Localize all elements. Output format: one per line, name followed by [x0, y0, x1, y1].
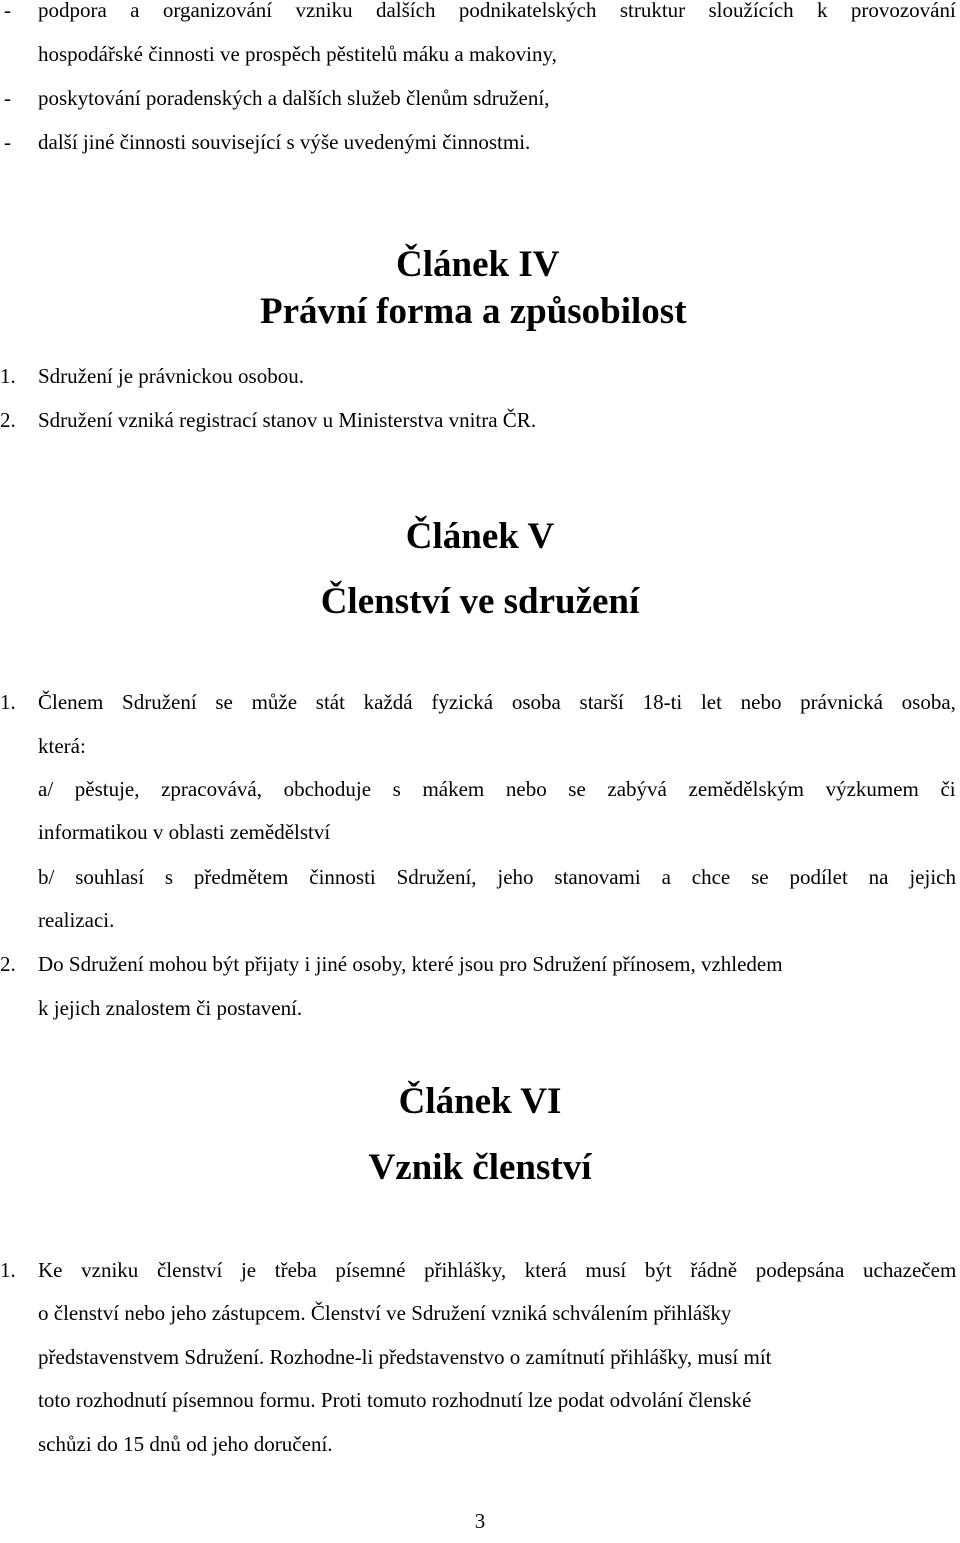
item-line: Do Sdružení mohou být přijaty i jiné osoby, které jsou pro Sdružení přínosem, vzhledem [38, 952, 783, 976]
item-number: 1. [0, 1258, 16, 1282]
list-bullet: - [4, 86, 11, 110]
list-item-line: poskytování poradenských a dalších služeb členům sdružení, [38, 86, 550, 110]
item-line: k jejich znalostem či postavení. [38, 996, 303, 1020]
item-line: schůzi do 15 dnů od jeho doručení. [38, 1432, 333, 1456]
item-text: Sdružení vzniká registrací stanov u Ministerstva vnitra ČR. [38, 408, 537, 432]
list-item-text: podpora a organizování vzniku dalších podnikatelských struktur sloužících k provozování [38, 0, 956, 22]
list-item-line [38, 0, 956, 23]
list-bullet: - [4, 0, 11, 22]
list-bullet: - [4, 130, 11, 154]
item-line-text: Členem Sdružení se může stát každá fyzická osoba starší 18-ti let nebo právnická osoba, [38, 690, 956, 714]
item-line: realizaci. [38, 908, 115, 932]
article-title: Článek V [405, 516, 555, 557]
item-line: Ke vzniku členství je třeba písemné přihlášky, která musí být řádně podepsána uchazečem [38, 1258, 957, 1282]
item-number: 1. [0, 690, 16, 714]
item-line: a/ pěstuje, zpracovává, obchoduje s mákem nebo se zabývá zemědělským výzkumem či [38, 777, 956, 801]
list-item-line: další jiné činnosti související s výše uvedenými činnostmi. [38, 130, 531, 154]
item-line: toto rozhodnutí písemnou formu. Proti tomuto rozhodnutí lze podat odvolání členské [38, 1388, 752, 1412]
item-number: 2. [0, 408, 16, 432]
page-number: 3 [474, 1509, 486, 1533]
item-line: informatikou v oblasti zemědělství [38, 820, 331, 844]
article-title: Článek IV [396, 244, 560, 285]
item-line [38, 689, 956, 715]
item-line: b/ souhlasí s předmětem činnosti Sdružení, jeho stanovami a chce se podílet na jejich [38, 865, 956, 889]
item-number: 2. [0, 952, 16, 976]
item-line: která: [38, 734, 86, 758]
article-subtitle: Členství ve sdružení [320, 581, 640, 622]
item-text: Sdružení je právnickou osobou. [38, 364, 304, 388]
item-line: o členství nebo jeho zástupcem. Členství ve Sdružení vzniká schválením přihlášky [38, 1301, 732, 1325]
item-line: představenstvem Sdružení. Rozhodne-li představenstvo o zamítnutí přihlášky, musí mít [38, 1345, 772, 1369]
list-item-line: hospodářské činnosti ve prospěch pěstitelů máku a makoviny, [38, 42, 557, 66]
item-number: 1. [0, 364, 16, 388]
article-subtitle: Právní forma a způsobilost [260, 291, 687, 332]
article-title: Článek VI [398, 1081, 562, 1122]
article-subtitle: Vznik členství [368, 1147, 592, 1188]
